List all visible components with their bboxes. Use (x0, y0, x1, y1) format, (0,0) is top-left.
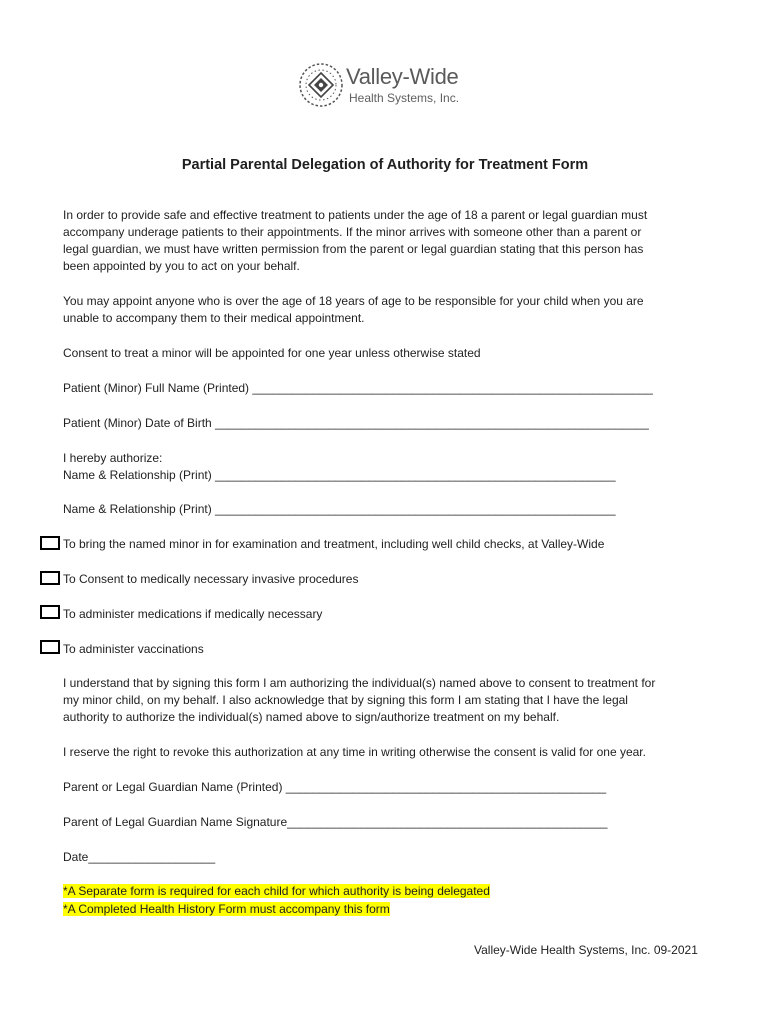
valley-wide-emblem-icon (297, 60, 345, 110)
name-relationship-field-1[interactable]: Name & Relationship (Print) ____________________________________________________________ (63, 468, 616, 482)
intro-line: been appointed by you to act on your behalf. (63, 259, 300, 273)
note-health-history (63, 901, 390, 919)
patient-name-field[interactable]: Patient (Minor) Full Name (Printed) ____________________________________________________________ (63, 381, 653, 395)
option-vaccinations-label: To administer vaccinations (63, 642, 204, 656)
consent-line: Consent to treat a minor will be appointed for one year unless otherwise stated (63, 346, 481, 360)
logo-subtitle: Health Systems, Inc. (349, 91, 460, 105)
understand-line: I understand that by signing this form I am authorizing the individual(s) named above to consent to treatment for (63, 676, 656, 690)
footer: Valley-Wide Health Systems, Inc. 09-2021 (474, 943, 698, 957)
checkbox-vaccinations[interactable] (40, 640, 60, 654)
date-field[interactable]: Date___________________ (63, 850, 216, 864)
guardian-signature-field[interactable]: Parent of Legal Guardian Name Signature________________________________________________ (63, 815, 608, 829)
understand-line: authority to authorize the individual(s) named above to sign/authorize treatment on my behalf. (63, 710, 560, 724)
checkbox-examination[interactable] (40, 536, 60, 550)
note-separate-form-text: *A Separate form is required for each child for which authority is being delegated (63, 884, 490, 898)
appoint-line: unable to accompany them to their medical appointment. (63, 311, 365, 325)
form-title: Partial Parental Delegation of Authority for Treatment Form (181, 157, 589, 173)
intro-line: In order to provide safe and effective treatment to patients under the age of 18 a parent or legal guardian must (63, 208, 648, 222)
checkbox-medications[interactable] (40, 605, 60, 619)
understand-line: my minor child, on my behalf. I also acknowledge that by signing this form I am stating that I have the legal (63, 693, 628, 707)
option-examination-label: To bring the named minor in for examination and treatment, including well child checks, at Valley-Wide (63, 537, 605, 551)
guardian-name-field[interactable]: Parent or Legal Guardian Name (Printed) ________________________________________________ (63, 780, 607, 794)
note-health-history-text: *A Completed Health History Form must accompany this form (63, 902, 390, 916)
option-medications-label: To administer medications if medically necessary (63, 607, 323, 621)
intro-line: accompany underage patients to their appointments. If the minor arrives with someone other than a parent or (63, 225, 642, 239)
checkbox-invasive-procedures[interactable] (40, 571, 60, 585)
logo-name: Valley-Wide (346, 64, 459, 89)
appoint-line: You may appoint anyone who is over the age of 18 years of age to be responsible for your child when you are (63, 294, 644, 308)
patient-dob-field[interactable]: Patient (Minor) Date of Birth _________________________________________________________________ (63, 416, 649, 430)
reserve-line: I reserve the right to revoke this authorization at any time in writing otherwise the consent is valid for one year. (63, 745, 646, 759)
intro-line: legal guardian, we must have written permission from the parent or legal guardian stating that this person has (63, 242, 644, 256)
note-separate-form (63, 883, 490, 901)
name-relationship-field-2[interactable]: Name & Relationship (Print) ____________________________________________________________ (63, 502, 616, 516)
authorize-heading: I hereby authorize: (63, 451, 163, 465)
option-invasive-procedures-label: To Consent to medically necessary invasive procedures (63, 572, 359, 586)
logo (297, 60, 477, 110)
